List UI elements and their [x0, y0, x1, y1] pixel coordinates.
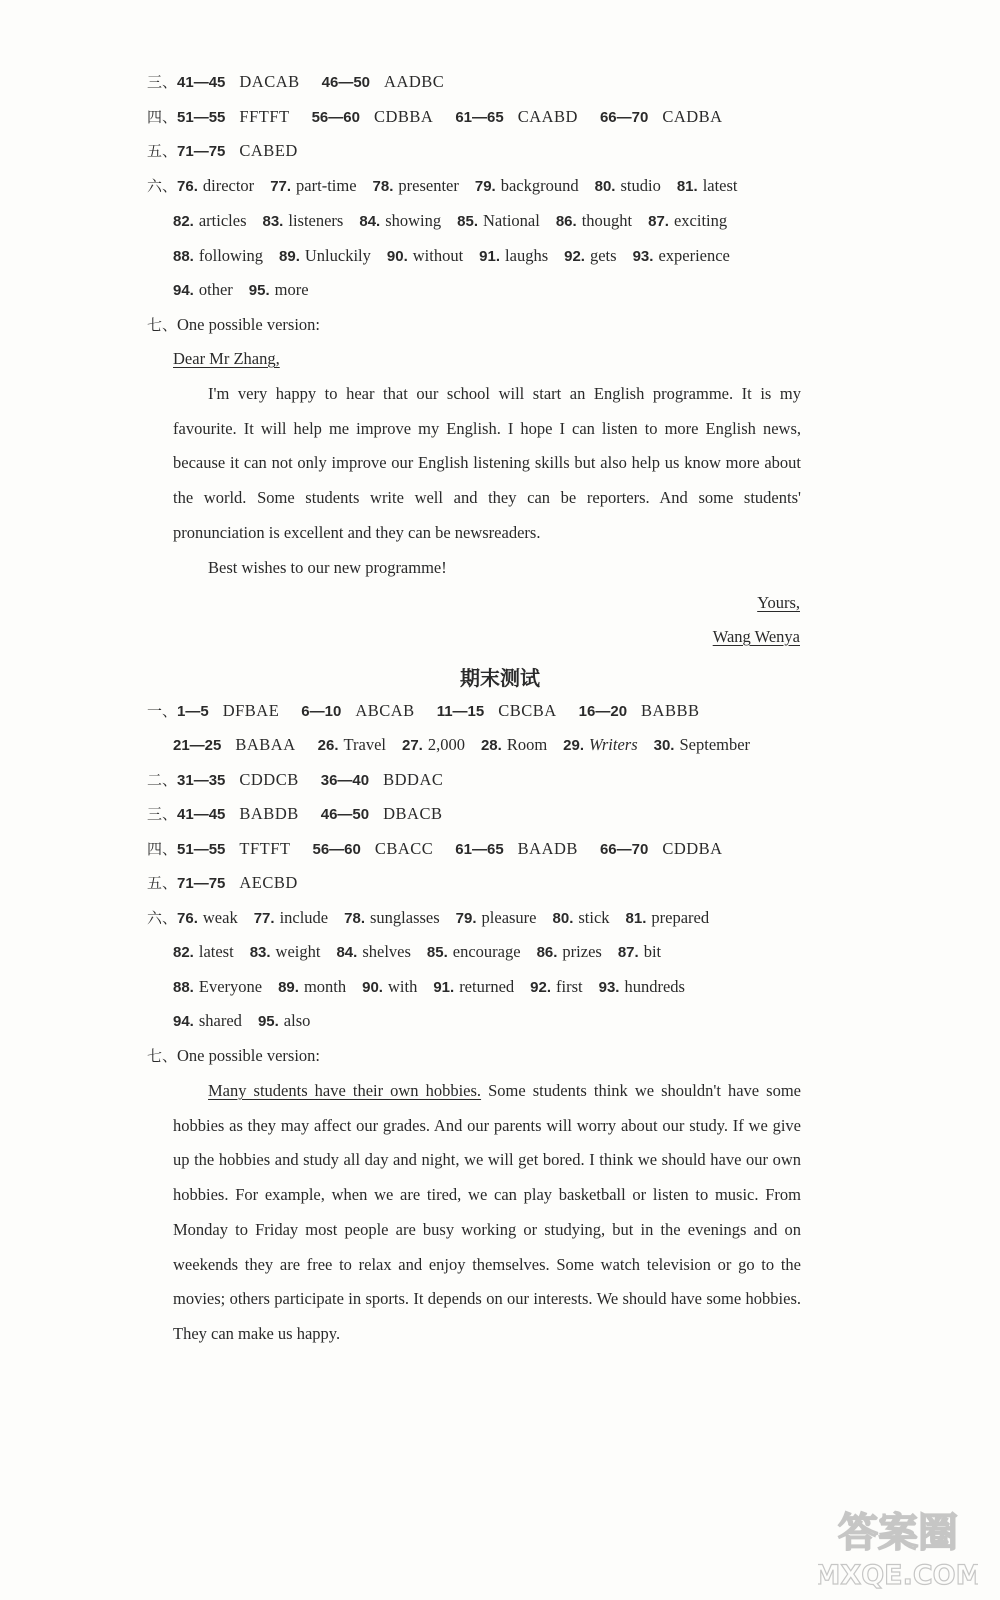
- final-section-1-row-1: [147, 701, 721, 722]
- section-6-row-3: [173, 246, 746, 267]
- word-answer: 86. prizes: [536, 942, 602, 961]
- answer-group: 11—15 CBCBA: [436, 701, 557, 720]
- word-answer: 80. studio: [594, 176, 661, 195]
- answer-group: 61—65 BAADB: [455, 839, 578, 858]
- word-answer: 82. articles: [173, 211, 247, 230]
- answer-group: 41—45 DACAB: [177, 72, 300, 91]
- essay-paragraph: [173, 1074, 801, 1352]
- intro-text: One possible version:: [177, 1046, 320, 1065]
- final-section-4-answers: [147, 839, 745, 860]
- watermark-icon: [818, 1502, 978, 1592]
- section-marker: 二、: [147, 771, 178, 789]
- answer-group: 31—35 CDDCB: [177, 770, 299, 789]
- word-answer: 81. prepared: [625, 908, 710, 927]
- word-answer: 27. 2,000: [401, 735, 465, 754]
- intro-text: One possible version:: [177, 315, 320, 334]
- word-answer: 88. Everyone: [173, 977, 263, 996]
- word-answer: 29. Writers: [563, 735, 638, 754]
- word-answer: 94. other: [173, 280, 233, 299]
- final-section-6-row-3: [173, 977, 701, 998]
- final-section-6-row-4: [173, 1011, 326, 1032]
- word-answer: 91. returned: [433, 977, 515, 996]
- word-answer: 88. following: [173, 246, 264, 265]
- svg-text:MXQE.COM: MXQE.COM: [818, 1560, 978, 1591]
- word-answer: 93. experience: [632, 246, 730, 265]
- word-answer: 95. more: [248, 280, 309, 299]
- word-answer: 78. presenter: [372, 176, 459, 195]
- answer-group: 71—75 AECBD: [177, 873, 298, 892]
- word-answer: 89. Unluckily: [279, 246, 371, 265]
- answer-group: 21—25 BABAA: [173, 735, 296, 754]
- answer-group: 66—70 CDDBA: [599, 839, 723, 858]
- letter-paragraph: I'm very happy to hear that our school will start an English programme. It is my favourite. It will help me improve my English. I hope I can listen to more English news, because it can not only improve our English listening skills but also help us know more about the world. Some students write well and they can be reporters. And some students' pronunciation is excellent and they can be newsreaders.: [173, 384, 801, 542]
- answer-group: 71—75 CABED: [177, 141, 298, 160]
- word-answer: 93. hundreds: [598, 977, 685, 996]
- final-section-6-row-1: [147, 908, 725, 929]
- word-answer: 95. also: [257, 1011, 311, 1030]
- word-answer: 84. showing: [359, 211, 442, 230]
- final-section-2-answers: [147, 770, 465, 791]
- answer-group: 1—5 DFBAE: [177, 701, 280, 720]
- word-answer: 78. sunglasses: [344, 908, 440, 927]
- answer-group: 46—50 DBACB: [320, 804, 443, 823]
- letter-signature: Wang Wenya: [712, 627, 800, 646]
- section-6-row-4: [173, 280, 325, 301]
- word-answer: 84. shelves: [336, 942, 411, 961]
- word-answer: 85. encourage: [426, 942, 521, 961]
- letter-closing: Yours,: [757, 593, 800, 612]
- word-answer: 80. stick: [552, 908, 610, 927]
- answer-group: 56—60 CBACC: [312, 839, 434, 858]
- answer-group: 16—20 BABBB: [578, 701, 700, 720]
- word-answer: 86. thought: [555, 211, 633, 230]
- final-section-3-answers: [147, 804, 464, 825]
- word-answer: 90. with: [362, 977, 418, 996]
- watermark-logo: [818, 1502, 978, 1592]
- page-title: 期末测试: [460, 666, 540, 690]
- section-3-answers: [147, 72, 466, 93]
- svg-text:答案圈: 答案圈: [838, 1510, 958, 1556]
- word-answer: 94. shared: [173, 1011, 242, 1030]
- answer-group: 46—50 AADBC: [321, 72, 445, 91]
- word-answer: 89. month: [278, 977, 347, 996]
- section-marker: 五、: [147, 874, 178, 892]
- word-answer: 87. bit: [617, 942, 662, 961]
- section-marker: 七、: [147, 1047, 178, 1065]
- essay-topic-sentence: Many students have their own hobbies.: [208, 1081, 482, 1100]
- word-answer: 77. include: [253, 908, 329, 927]
- section-marker: 一、: [147, 702, 178, 720]
- word-answer: 83. weight: [249, 942, 321, 961]
- final-section-1-row-2: [173, 735, 766, 756]
- word-answer: 87. exciting: [648, 211, 728, 230]
- word-answer: 76. weak: [177, 908, 238, 927]
- answer-group: 51—55 TFTFT: [177, 839, 291, 858]
- letter-body: [173, 377, 801, 585]
- section-marker: 五、: [147, 142, 178, 160]
- word-answer: 85. National: [457, 211, 540, 230]
- section-7-intro: [147, 315, 320, 335]
- word-answer: 83. listeners: [262, 211, 344, 230]
- section-marker: 六、: [147, 909, 178, 927]
- section-marker: 六、: [147, 177, 178, 195]
- section-4-answers: [147, 107, 745, 128]
- section-marker: 四、: [147, 840, 178, 858]
- word-answer: 79. pleasure: [455, 908, 537, 927]
- letter-salutation: Dear Mr Zhang,: [173, 349, 280, 368]
- word-answer: 92. first: [530, 977, 583, 996]
- answer-group: 66—70 CADBA: [599, 107, 723, 126]
- word-answer: 92. gets: [564, 246, 617, 265]
- word-answer: 90. without: [386, 246, 464, 265]
- final-section-5-answers: [147, 873, 320, 894]
- section-marker: 四、: [147, 108, 178, 126]
- answer-group: 41—45 BABDB: [177, 804, 299, 823]
- word-answer: 26. Travel: [317, 735, 386, 754]
- final-section-7-intro: [147, 1046, 320, 1066]
- letter-paragraph: Best wishes to our new programme!: [208, 557, 447, 577]
- word-answer: 79. background: [474, 176, 579, 195]
- section-6-row-2: [173, 211, 743, 232]
- essay-text: Some students think we shouldn't have some hobbies as they may affect our grades. And our parents will worry about our study. If we give up the hobbies and study all day and night, we will get bored. I think we should have our own hobbies. For example, when we are tired, we can play basketball or listen to music. From Monday to Friday most people are busy working or studying, but in the evenings and on weekends they are free to relax and enjoy themselves. Some watch television or go to the movies; others participate in sports. It depends on our interests. We should have some hobbies. They can make us happy.: [173, 1081, 801, 1343]
- word-answer: 30. September: [653, 735, 751, 754]
- essay-body: [173, 1074, 801, 1352]
- word-answer: 77. part-time: [270, 176, 357, 195]
- section-6-row-1: [147, 176, 754, 197]
- final-section-6-row-2: [173, 942, 677, 963]
- section-marker: 七、: [147, 316, 178, 334]
- answer-group: 51—55 FFTFT: [177, 107, 290, 126]
- section-marker: 三、: [147, 73, 178, 91]
- word-answer: 76. director: [177, 176, 255, 195]
- word-answer: 82. latest: [173, 942, 234, 961]
- word-answer: 91. laughs: [479, 246, 549, 265]
- answer-group: 6—10 ABCAB: [301, 701, 415, 720]
- section-marker: 三、: [147, 805, 178, 823]
- answer-group: 61—65 CAABD: [455, 107, 578, 126]
- word-answer: 81. latest: [676, 176, 738, 195]
- answer-group: 36—40 BDDAC: [320, 770, 444, 789]
- answer-group: 56—60 CDBBA: [311, 107, 434, 126]
- section-5-answers: [147, 141, 320, 162]
- word-answer: 28. Room: [480, 735, 548, 754]
